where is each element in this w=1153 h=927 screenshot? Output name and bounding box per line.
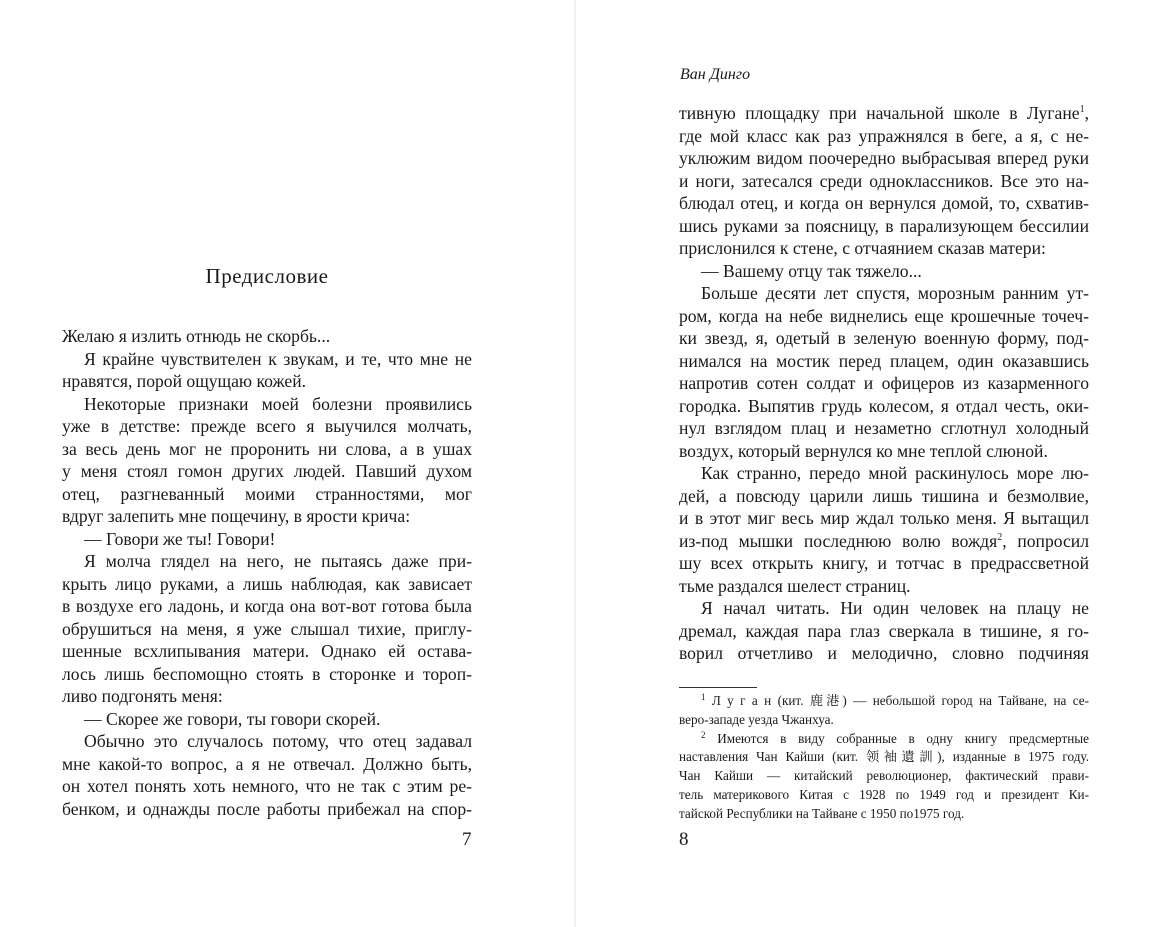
right-body-text (679, 102, 1089, 665)
text-line: в воздухе его ладонь, и когда она вот-вот готова была (62, 596, 472, 616)
text-line: из-под мышки последнюю волю вождя$^2$, попросил (679, 530, 1089, 551)
text-line: вдруг залепить мне пощечину, в ярости крича: (62, 506, 411, 526)
text-line: городка. Выпятив грудь колесом, я отдал честь, оки- (679, 395, 1089, 416)
footnote-line: Чан Кайши — китайский революционер, фактический прави- (679, 768, 1089, 784)
text-line: и в этот миг весь мир ждал только меня. Я вытащил (679, 508, 1089, 528)
footnotes (679, 692, 1089, 824)
text-line: Больше десяти лет спустя, морозным ранним ут- (701, 283, 1089, 303)
footnote-line: тель материкового Китая с 1928 по 1949 год и президент Ки- (679, 786, 1089, 802)
text-line: Некоторые признаки моей болезни проявились (84, 393, 472, 414)
text-line: ки звезд, я, одетый в зеленую военную форму, под- (679, 328, 1089, 348)
text-line: блюдал отец, и когда он вернулся домой, то, схватив- (679, 193, 1089, 213)
text-line: Желаю я излить отнюдь не скорбь... (62, 326, 331, 346)
text-line: уклюжим видом поочередно выбрасывая вперед руки (679, 148, 1089, 168)
footnote-ref: 2 (997, 531, 1003, 543)
text-line: Я крайне чувствителен к звукам, и те, что мне не (84, 348, 472, 369)
left-page (0, 0, 574, 927)
text-line: ром, когда на небе виднелись еще крошечные точеч- (679, 305, 1089, 326)
footnote-line: наставления Чан Кайши (кит. 领袖遺訓), изданные в 1975 году. (679, 749, 1089, 765)
running-header-author: Ван Динго (680, 66, 751, 83)
text-line: он хотел понять хоть немного, что не так с этим ре- (62, 776, 472, 796)
chapter-title: Предисловие (205, 264, 329, 288)
text-line: отец, разгневанный моими странностями, мог (62, 483, 472, 504)
footnote-ref: 1 (1079, 104, 1085, 115)
footnote-line: $^1$ Л у г а н (кит. 鹿港) — небольшой город на Тайване, на се- (701, 692, 1090, 708)
text-line: прислонился к стене, с отчаянием сказав матери: (679, 238, 1046, 258)
text-line: Я молча глядел на него, не пытаясь даже при- (84, 551, 472, 571)
text-line: и ноги, затесался среди одноклассников. Все это на- (679, 170, 1089, 191)
text-line: лось лишь беспомощно стоять в сторонке и тороп- (62, 663, 472, 684)
text-line: мне какой-то вопрос, а я не отвечал. Должно быть, (62, 753, 472, 774)
text-line: обрушиться на меня, я уже слышал тихие, приглу- (62, 618, 472, 639)
text-line: ворил отчетливо и мелодично, словно подчиняя (679, 643, 1089, 663)
text-line: нимался на мостик перед плацем, один оказавшись (679, 350, 1089, 371)
footnote-separator (679, 687, 757, 688)
text-line: напротив сотен солдат и офицеров из казарменного (679, 373, 1089, 393)
text-line: шенные всхлипывания матери. Однако ей остава- (62, 641, 472, 661)
footnote-line: тайской Республики на Тайване с 1950 по1975 год. (679, 805, 965, 821)
text-line: Я начал читать. Ни один человек на плацу не (701, 598, 1089, 618)
page-number-left: 7 (462, 829, 472, 850)
text-line: дей, а повсюду царили лишь тишина и безмолвие, (679, 485, 1089, 506)
text-line: дремал, каждая пара глаз сверкала в тишине, я го- (679, 620, 1089, 641)
text-line: шу всех открыть книгу, и тотчас в предрассветной (679, 553, 1089, 573)
text-line: крыть лицо руками, а лишь наблюдая, как зависает (62, 573, 472, 594)
text-line: нравятся, порой ощущаю кожей. (62, 371, 307, 391)
text-line: Как странно, передо мной раскинулось море лю- (701, 463, 1089, 483)
left-body-text (62, 325, 472, 820)
text-line: нул взглядом плац и незаметно сглотнул холодный (679, 418, 1089, 438)
text-line: ливо подгонять меня: (62, 686, 223, 706)
text-line: тивную площадку при начальной школе в Лугане$^1$, (679, 103, 1089, 123)
right-page (576, 0, 1153, 927)
text-line: уже в детстве: прежде всего я выучился молчать, (62, 416, 472, 436)
text-line: у меня стоял гомон других людей. Павший духом (62, 461, 472, 481)
text-line: Обычно это случалось потому, что отец задавал (84, 731, 472, 751)
footnote-line: $^2$ Имеются в виду собранные в одну книгу предсмертные (701, 729, 1089, 746)
page-number-right: 8 (679, 829, 689, 850)
text-line: тьме раздался шелест страниц. (679, 575, 911, 596)
footnote-line: веро-западе уезда Чжанхуа. (679, 711, 834, 727)
text-line: воздух, который вернулся ко мне теплой слюной. (679, 440, 1048, 461)
text-line: бенком, и однажды после работы прибежал на спор- (62, 798, 472, 819)
text-line: шись руками за поясницу, в парализующем бессилии (679, 215, 1089, 236)
text-line: где мой класс как раз упражнялся в беге, а я, с не- (679, 125, 1089, 146)
text-line: — Вашему отцу так тяжело... (701, 260, 922, 281)
text-line: — Говори же ты! Говори! (84, 528, 276, 549)
text-line: — Скорее же говори, ты говори скорей. (84, 708, 381, 729)
text-line: за весь день мог не проронить ни слова, а в ушах (62, 438, 472, 459)
